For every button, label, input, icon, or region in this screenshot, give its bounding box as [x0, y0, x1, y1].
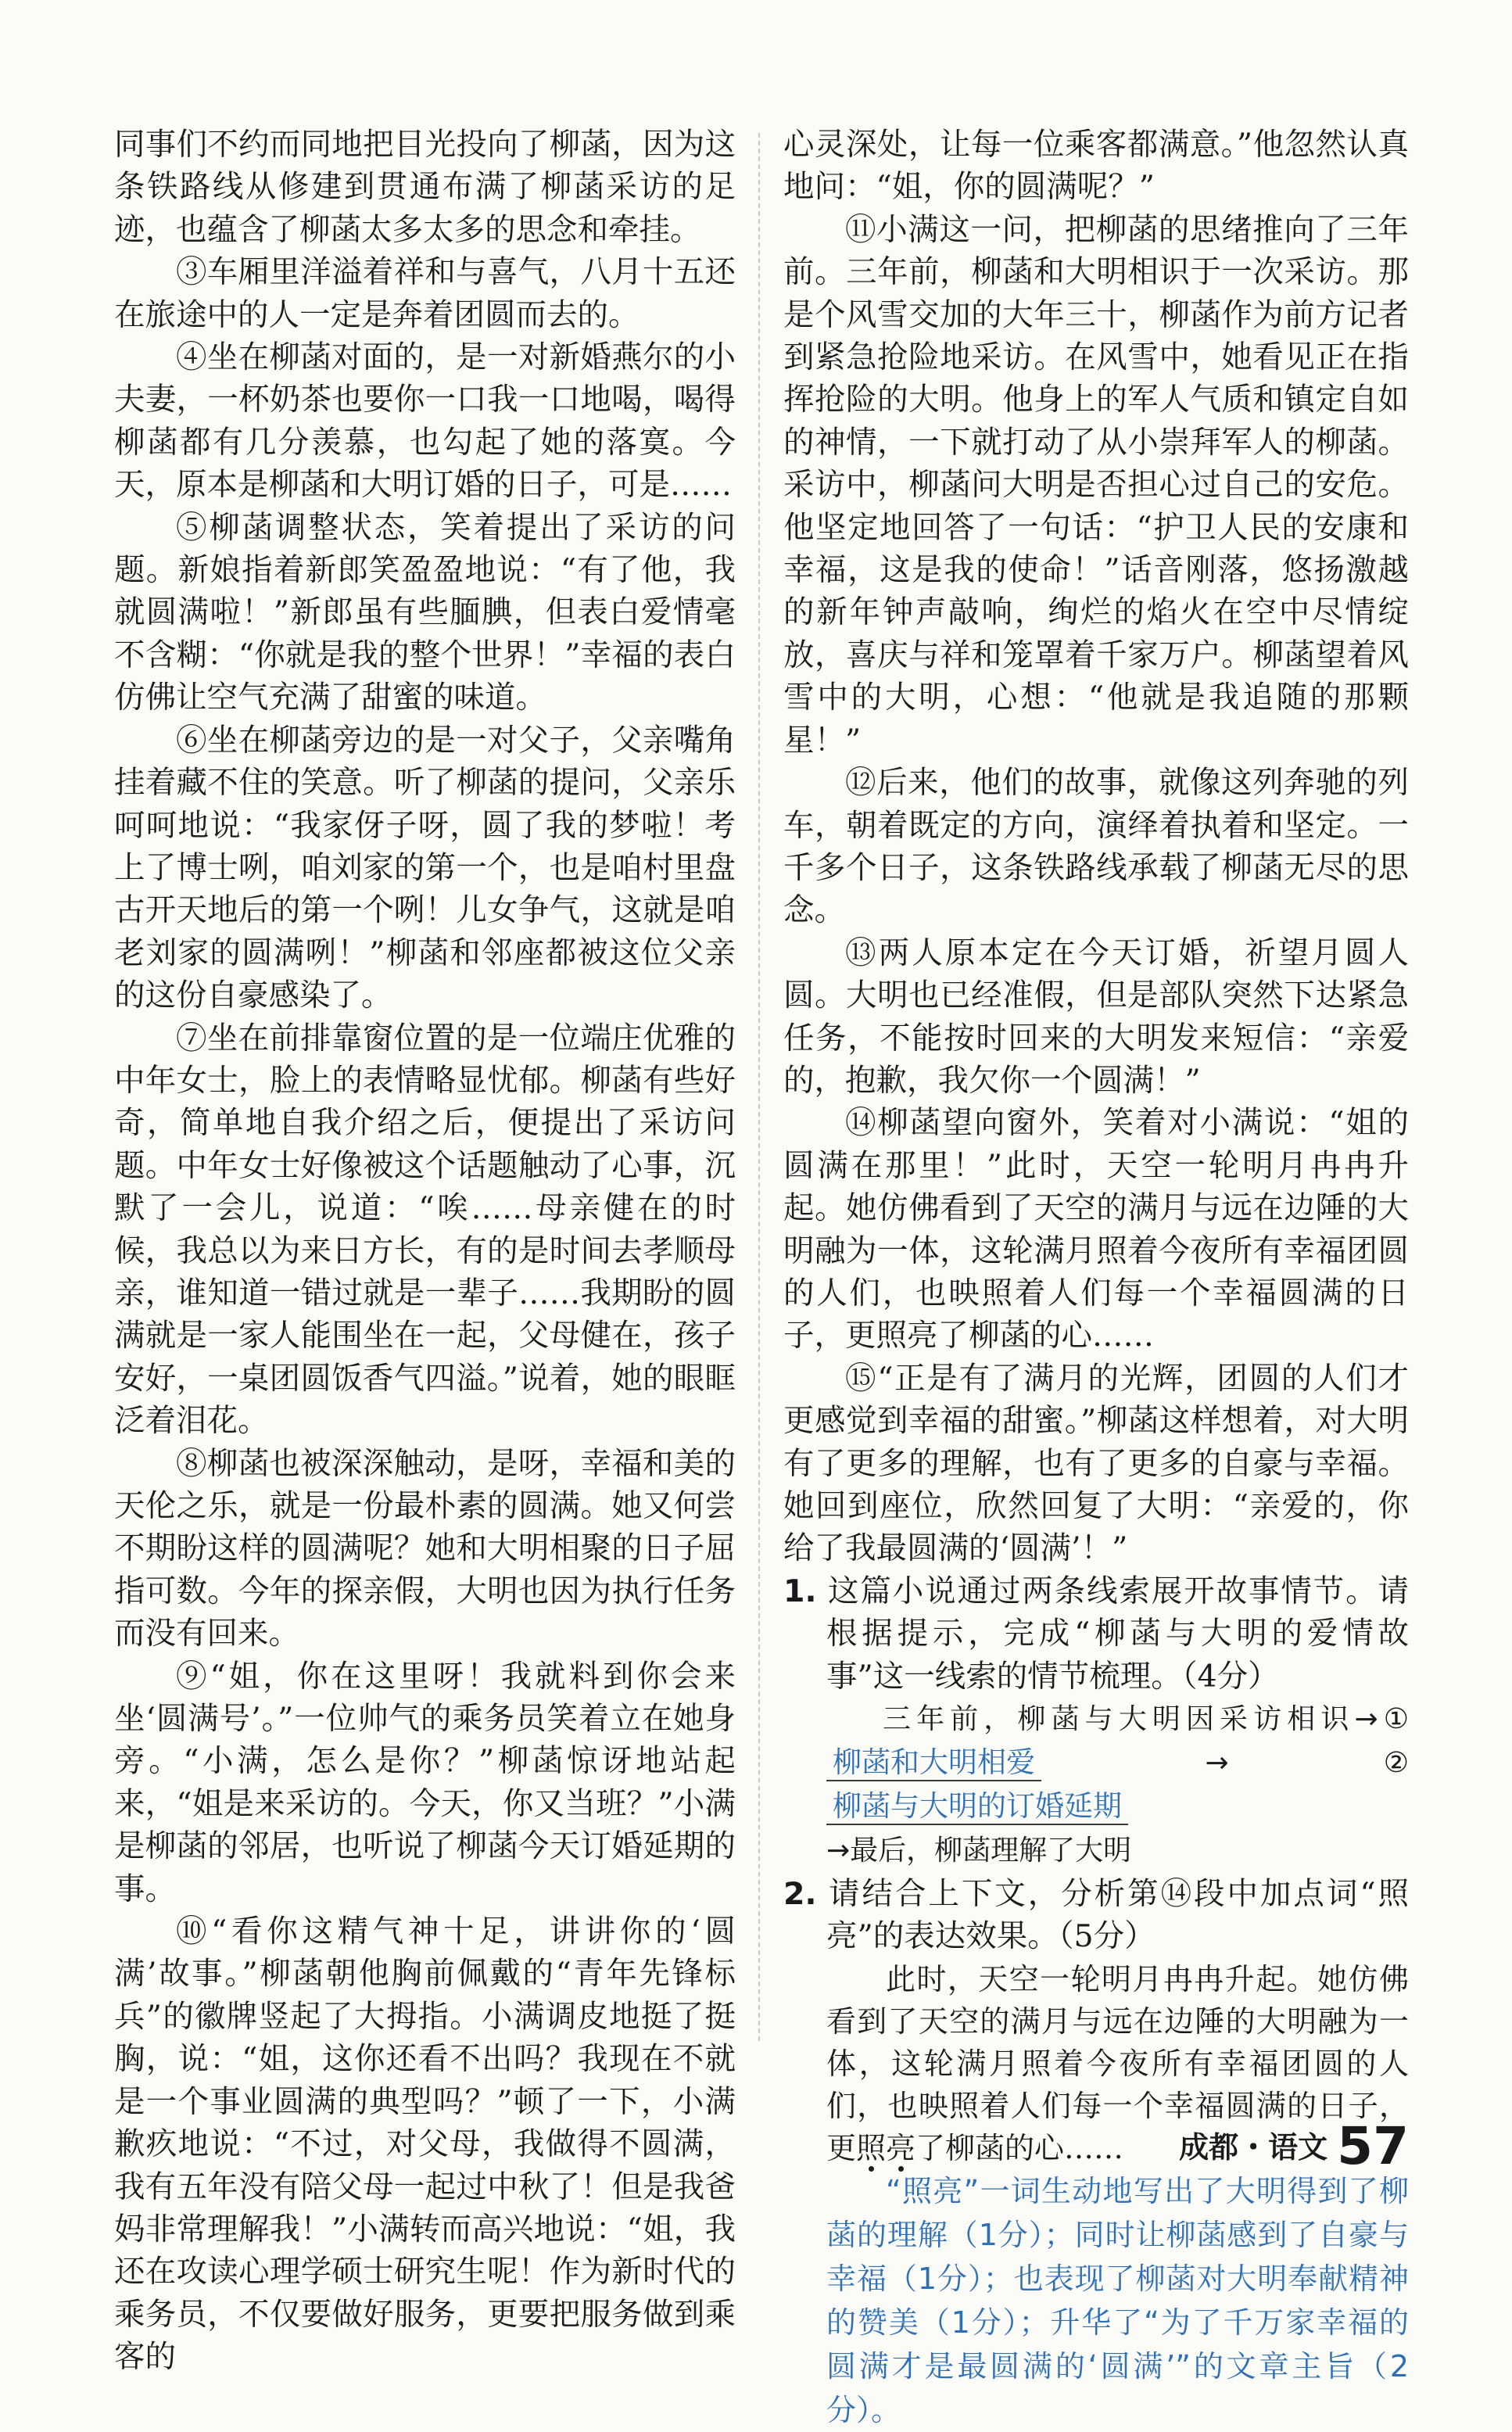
paragraph: ⑦坐在前排靠窗位置的是一位端庄优雅的中年女士，脸上的表情略显忧郁。柳菡有些好奇，简单地自我介绍之后，便提出了采访问题。中年女士好像被这个话题触动了心事，沉默了一会儿，说道：“唉……母亲健在的时候，我总以为来日方长，有的是时间去孝顺母亲，谁知道一错过就是一辈子……我期盼的圆满就是一家人能围坐在一起，父母健在，孩子安好，一桌团圆饭香气四溢。”说着，她的眼眶泛着泪花。 — [114, 1020, 736, 1440]
question-number: 1. — [783, 1573, 817, 1609]
question-text: 这篇小说通过两条线索展开故事情节。请根据提示，完成“柳菡与大明的爱情故事”这一线索的情节梳理。（4分） — [826, 1573, 1410, 1695]
paragraph: ⑥坐在柳菡旁边的是一对父子，父亲嘴角挂着藏不住的笑意。听了柳菡的提问，父亲乐呵呵地说：“我家伢子呀，圆了我的梦啦！考上了博士咧，咱刘家的第一个，也是咱村里盘古开天地后的第一个咧！儿女争气，这就是咱老刘家的圆满咧！”柳菡和邻座都被这位父亲的这份自豪感染了。 — [114, 722, 736, 1014]
paragraph: ⑭柳菡望向窗外，笑着对小满说：“姐的圆满在那里！”此时，天空一轮明月冉冉升起。她仿佛看到了天空的满月与远在边陲的大明融为一体，这轮满月照着今夜所有幸福团圆的人们，也映照着人们每一个幸福圆满的日子，更照亮了柳菡的心…… — [783, 1105, 1409, 1354]
right-column — [783, 124, 1409, 2432]
quote-text: 此时，天空一轮明月冉冉升起。她仿佛看到了天空的满月与远在边陲的大明融为一体，这轮满月照着今夜所有幸福团圆的人们，也映照着人们每一个幸福圆满的日子，更 — [826, 1961, 1409, 2165]
paragraph: ⑩“看你这精气神十足，讲讲你的‘圆满’故事。”柳菡朝他胸前佩戴的“青年先锋标兵”的徽牌竖起了大拇指。小满调皮地挺了挺胸，说：“姐，这你还看不出吗？我现在不就是一个事业圆满的典型吗？”顿了一下，小满歉疚地说：“不过，对父母，我做得不圆满，我有五年没有陪父母一起过中秋了！但是我爸妈非常理解我！”小满转而高兴地说：“姐，我还在攻读心理学硕士研究生呢！作为新时代的乘务员，不仅要做好服务，更要把服务做到乘客的 — [114, 1914, 736, 2376]
paragraph: ⑨“姐，你在这里呀！我就料到你会来坐‘圆满号’。”一位帅气的乘务员笑着立在她身旁。“小满，怎么是你？”柳菡惊讶地站起来，“姐是来采访的。今天，你又当班？”小满是柳菡的邻居，也听说了柳菡今天订婚延期的事。 — [114, 1658, 736, 1907]
arrow-icon: → — [1205, 1747, 1229, 1780]
circle-number-1: ① — [1378, 1703, 1409, 1736]
paragraph: ④坐在柳菡对面的，是一对新婚燕尔的小夫妻，一杯奶茶也要你一口我一口地喝，喝得柳菡都有几分羡慕，也勾起了她的落寞。今天，原本是柳菡和大明订婚的日子，可是…… — [114, 339, 736, 504]
paragraph: ⑤柳菡调整状态，笑着提出了采访的问题。新娘指着新郎笑盈盈地说：“有了他，我就圆满啦！”新郎虽有些腼腆，但表白爱情毫不含糊：“你就是我的整个世界！”幸福的表白仿佛让空气充满了甜蜜的味道。 — [114, 509, 736, 716]
question-text: 请结合上下文，分析第⑭段中加点词“照亮”的表达效果。（5分） — [826, 1876, 1409, 1955]
right-paragraphs — [783, 124, 1409, 1570]
page-number: 57 — [1337, 2116, 1409, 2176]
paragraph: 心灵深处，让每一位乘客都满意。”他忽然认真地问：“姐，你的圆满呢？” — [783, 127, 1409, 206]
answer-blank-2[interactable]: 柳菡与大明的订婚延期 — [826, 1789, 1128, 1825]
dotted-char: 照 — [856, 2130, 887, 2165]
page-footer — [1179, 2111, 1409, 2174]
paragraph: ③车厢里洋溢着祥和与喜气，八月十五还在旅途中的人一定是奔着团圆而去的。 — [114, 254, 736, 333]
paragraph: ⑪小满这一问，把柳菡的思绪推向了三年前。三年前，柳菡和大明相识于一次采访。那是个风雪交加的大年三十，柳菡作为前方记者到紧急抢险地采访。在风雪中，她看见正在指挥抢险的大明。他身上的军人气质和镇定自如的神情，一下就打动了从小崇拜军人的柳菡。采访中，柳菡问大明是否担心过自己的安危。他坚定地回答了一句话：“护卫人民的安康和幸福，这是我的使命！”话音刚落，悠扬激越的新年钟声敲响，绚烂的焰火在空中尽情绽放，喜庆与祥和笼罩着千家万户。柳菡望着风雪中的大明，心想：“他就是我追随的那颗星！” — [783, 211, 1409, 759]
plot-flow — [826, 1698, 1409, 1873]
answer-blank-1[interactable]: 柳菡和大明相爱 — [826, 1745, 1041, 1781]
question-1 — [783, 1570, 1409, 1698]
book-label: 成都・语文 — [1179, 2130, 1328, 2165]
question-2 — [783, 1873, 1409, 1958]
flow-end: 最后，柳菡理解了大明 — [850, 1835, 1132, 1867]
left-column — [114, 124, 736, 2379]
circle-number-2: ② — [1228, 1747, 1409, 1780]
arrow-icon: → — [1354, 1703, 1378, 1736]
flow-start: 三年前，柳菡与大明因采访相识 — [883, 1703, 1355, 1736]
paragraph: ⑫后来，他们的故事，就像这列奔驰的列车，朝着既定的方向，演绎着执着和坚定。一千多个日子，这条铁路线承载了柳菡无尽的思念。 — [783, 765, 1409, 929]
paragraph: ⑮“正是有了满月的光辉，团圆的人们才更感觉到幸福的甜蜜。”柳菡这样想着，对大明有了更多的理解，也有了更多的自豪与幸福。她回到座位，欣然回复了大明：“亲爱的，你给了我最圆满的‘圆满’！” — [783, 1360, 1409, 1567]
question-number: 2. — [783, 1876, 817, 1913]
quote-text-end: 了柳菡的心…… — [915, 2130, 1124, 2165]
column-divider — [758, 133, 760, 2041]
arrow-icon: → — [826, 1835, 851, 1867]
paragraph: ⑧柳菡也被深深触动，是呀，幸福和美的天伦之乐，就是一份最朴素的圆满。她又何尝不期盼这样的圆满呢？她和大明相聚的日子屈指可数。今年的探亲假，大明也因为执行任务而没有回来。 — [114, 1445, 736, 1652]
answer-text: “照亮”一词生动地写出了大明得到了柳菡的理解（1分）；同时让柳菡感到了自豪与幸福（1分）；也表现了柳菡对大明奉献精神的赞美（1分）；升华了“为了千万家幸福的圆满才是最圆满的‘圆满’”的文章主旨（2分）。 — [826, 2173, 1409, 2427]
paragraph: 同事们不约而同地把目光投向了柳菡，因为这条铁路线从修建到贯通布满了柳菡采访的足迹，也蕴含了柳菡太多太多的思念和牵挂。 — [114, 127, 736, 248]
paragraph: ⑬两人原本定在今天订婚，祈望月圆人圆。大明也已经准假，但是部队突然下达紧急任务，不能按时回来的大明发来短信：“亲爱的，抱歉，我欠你一个圆满！” — [783, 934, 1409, 1099]
dotted-char: 亮 — [886, 2130, 916, 2165]
